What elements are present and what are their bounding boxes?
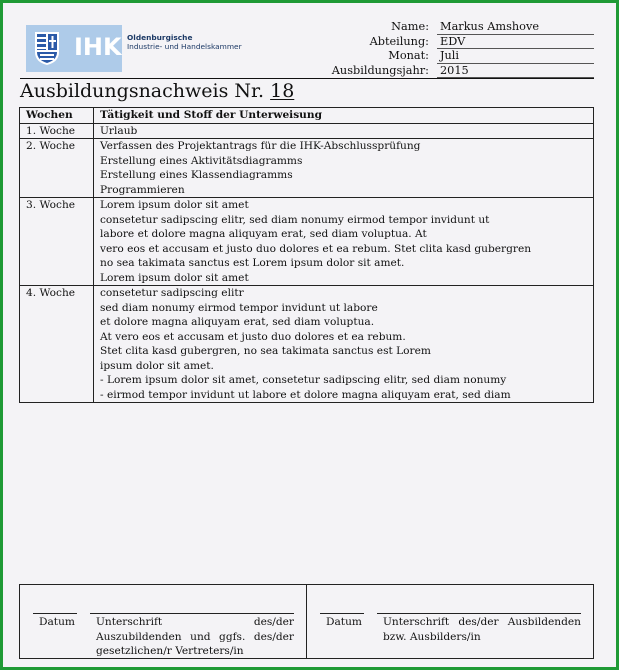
- table-row: [20, 123, 594, 139]
- activity-line: Lorem ipsum dolor sit amet: [100, 199, 249, 211]
- activity-line: Programmieren: [100, 183, 185, 196]
- activity-cell: [94, 286, 594, 403]
- table-row: [20, 198, 594, 286]
- month-row: [303, 49, 594, 64]
- column-header-weeks: Wochen: [20, 108, 94, 124]
- year-row: [303, 64, 594, 79]
- department-value[interactable]: EDV: [437, 35, 594, 50]
- week-cell: 2. Woche: [20, 139, 94, 198]
- column-header-activities: Tätigkeit und Stoff der Unterweisung: [94, 108, 594, 124]
- table-header-row: [20, 108, 594, 124]
- week-cell: 1. Woche: [20, 123, 94, 139]
- weekly-report-table: [19, 107, 594, 403]
- signature-field-trainer[interactable]: [377, 613, 581, 644]
- date-field-trainee[interactable]: [33, 613, 77, 630]
- report-number: 18: [270, 80, 295, 102]
- signature-line: [320, 613, 364, 614]
- activity-line: ipsum dolor sit amet.: [100, 359, 214, 372]
- signature-field-trainee[interactable]: [90, 613, 294, 659]
- activity-line: Erstellung eines Aktivitätsdiagramms: [100, 154, 303, 167]
- activity-line: Verfassen des Projektantrags für die IHK-Abschlussprüfung: [100, 140, 421, 152]
- activity-line: labore et dolore magna aliquyam erat, sed diam voluptua. At: [100, 228, 427, 240]
- page-title: [20, 80, 294, 102]
- ihk-logo: [26, 25, 242, 72]
- date-field-trainer[interactable]: [320, 613, 364, 630]
- signature-box: [19, 584, 594, 659]
- activity-line: vero eos et accusam et justo duo dolores et ea rebum. Stet clita kasd gubergren: [100, 242, 532, 255]
- activity-line: - Lorem ipsum dolor sit amet, consetetur sadipscing elitr, sed diam nonumy: [100, 374, 507, 386]
- activity-line: Urlaub: [100, 124, 138, 137]
- week-cell: 3. Woche: [20, 198, 94, 286]
- chamber-name: [127, 33, 247, 51]
- title-text: Ausbildungsnachweis Nr.: [20, 80, 265, 102]
- header-fields: [303, 20, 594, 78]
- ihk-wordmark: IHK: [74, 33, 122, 61]
- activity-line: no sea takimata sanctus est Lorem ipsum dolor sit amet.: [100, 257, 405, 269]
- activity-cell: [94, 198, 594, 286]
- signature-divider: [306, 585, 307, 658]
- chamber-name-line2: Industrie- und Handelskammer: [127, 42, 242, 51]
- activity-line: Lorem ipsum dolor sit amet: [100, 271, 249, 284]
- header-divider: [20, 78, 594, 79]
- department-label: Abteilung:: [369, 34, 429, 48]
- activity-line: et dolore magna aliquyam erat, sed diam voluptua.: [100, 316, 375, 328]
- coat-of-arms-icon: [34, 30, 60, 66]
- department-row: [303, 35, 594, 50]
- table-body: [20, 123, 594, 403]
- activity-line: consetetur sadipscing elitr: [100, 287, 244, 299]
- activity-line: - eirmod tempor invidunt ut labore et dolore magna aliquyam erat, sed diam: [100, 388, 511, 401]
- date-label-trainee: Datum: [39, 616, 75, 628]
- table-row: [20, 139, 594, 198]
- activity-line: sed diam nonumy eirmod tempor invidunt ut labore: [100, 301, 378, 314]
- year-label: Ausbildungsjahr:: [331, 63, 429, 77]
- table-row: [20, 286, 594, 403]
- logo-badge: [26, 25, 122, 72]
- month-label: Monat:: [388, 49, 429, 63]
- signature-line: [377, 613, 581, 614]
- signature-label-trainee: Unterschrift des/der Auszubildenden und ggfs. des/der gesetzlichen/r Vertreters/in: [96, 616, 294, 657]
- year-value[interactable]: 2015: [437, 64, 594, 79]
- date-label-trainer: Datum: [326, 616, 362, 628]
- name-value[interactable]: Markus Amshove: [437, 20, 594, 35]
- name-label: Name:: [391, 20, 429, 33]
- name-row: [303, 20, 594, 35]
- activity-cell: [94, 123, 594, 139]
- signature-line: [90, 613, 294, 614]
- month-value[interactable]: Juli: [437, 49, 594, 64]
- chamber-name-line1: Oldenburgische: [127, 33, 193, 42]
- activity-cell: [94, 139, 594, 198]
- activity-line: Erstellung eines Klassendiagramms: [100, 169, 293, 181]
- signature-label-trainer: Unterschrift des/der Ausbildenden bzw. Ausbilders/in: [383, 616, 581, 643]
- activity-line: At vero eos et accusam et justo duo dolores et ea rebum.: [100, 330, 406, 343]
- week-cell: 4. Woche: [20, 286, 94, 403]
- activity-line: Stet clita kasd gubergren, no sea takimata sanctus est Lorem: [100, 345, 431, 357]
- signature-line: [33, 613, 77, 614]
- activity-line: consetetur sadipscing elitr, sed diam nonumy eirmod tempor invidunt ut: [100, 213, 490, 226]
